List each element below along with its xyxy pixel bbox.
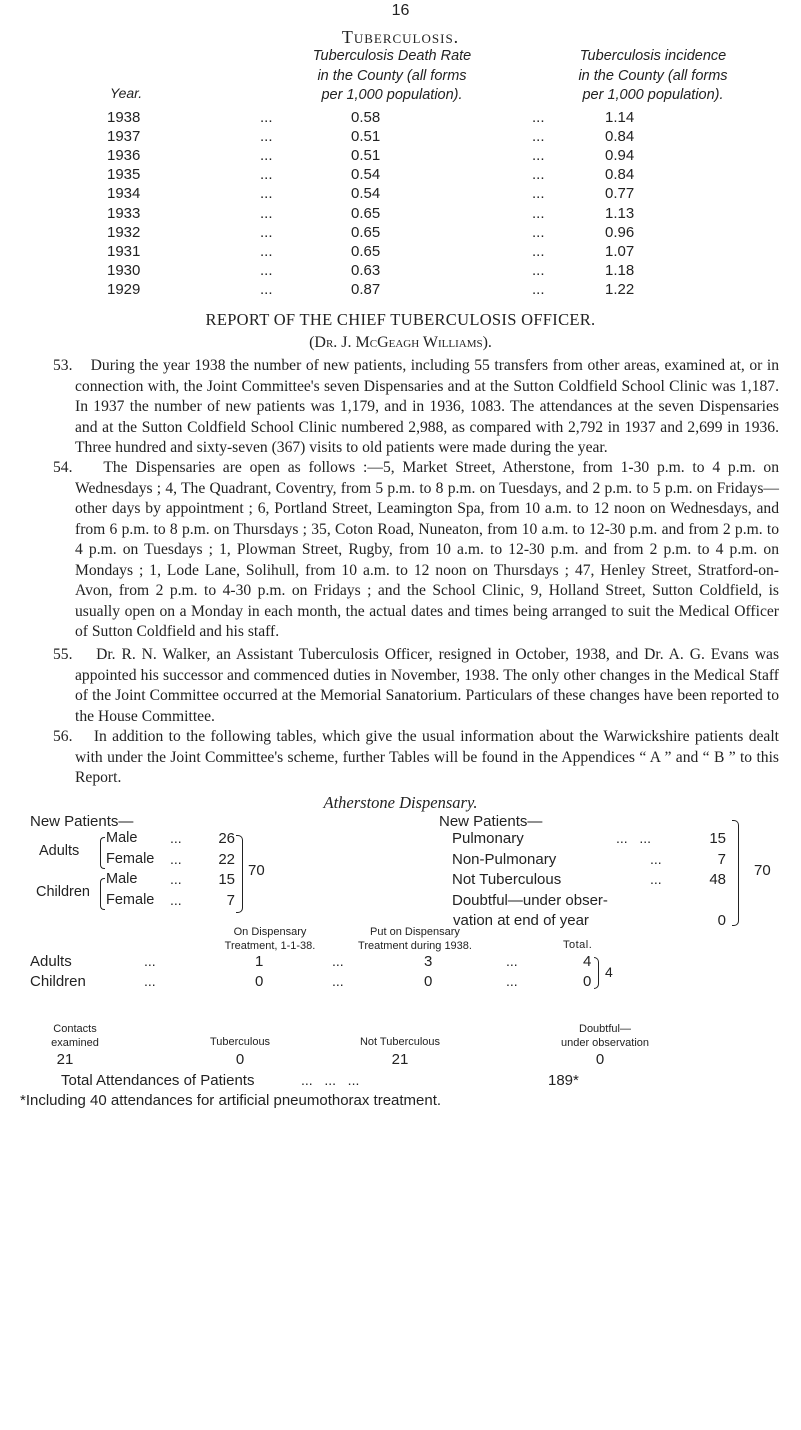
treatment-header-on: On Dispensary Treatment, 1-1-38. (224, 926, 316, 952)
incidence-cell: 1.18 (605, 261, 635, 279)
incidence-cell: 0.77 (605, 185, 635, 203)
page-number: 16 (391, 2, 410, 19)
death-rate-cell: 0.87 (351, 280, 381, 298)
year-cell: 1935 (107, 166, 141, 184)
new-patient-category: Non-Pulmonary (452, 851, 557, 868)
footnote: *Including 40 attendances for artificial pneumothorax treatment. (20, 1092, 442, 1109)
contacts-header-doubtful: Doubtful— under observation (560, 1023, 650, 1049)
death-rate-cell: 0.63 (351, 261, 381, 279)
treatment-header-total: Total. (563, 939, 593, 951)
paragraph-56 (53, 727, 779, 789)
section-title: Tuberculosis. (341, 27, 460, 47)
adults-bracket (100, 837, 105, 869)
treatment-brace (594, 957, 599, 989)
new-patient-count: 0 (717, 912, 726, 929)
paragraph-54 (53, 458, 779, 643)
dots: ... (260, 261, 273, 279)
dots: ... (260, 223, 273, 241)
dots: ... (260, 280, 273, 298)
year-cell: 1932 (107, 223, 141, 241)
contacts-header-not-tuberculous: Not Tuberculous (359, 1036, 441, 1048)
year-cell: 1929 (107, 280, 141, 298)
children-bracket (100, 878, 105, 910)
dots: ... (260, 128, 273, 146)
new-patient-category: Doubtful—under obser- (452, 892, 608, 909)
new-patient-category: Not Tuberculous (452, 871, 562, 888)
treatment-children-put: 0 (424, 973, 433, 990)
dots: ... (532, 166, 545, 184)
new-patient-count: 7 (717, 851, 726, 868)
new-patients-right-label: New Patients— (439, 813, 543, 830)
children-male-label: Male (106, 871, 138, 887)
attendances-label: Total Attendances of Patients (61, 1072, 255, 1089)
incidence-cell: 1.07 (605, 242, 635, 260)
dots: ... (260, 185, 273, 203)
contacts-header-examined: Contacts examined (51, 1023, 99, 1049)
dots: ... (532, 185, 545, 203)
dots: ... (532, 204, 545, 222)
report-author: (Dr. J. McGeagh Williams). (309, 334, 492, 351)
paragraph-number: 53. (53, 357, 73, 374)
contacts-examined-value: 21 (56, 1051, 74, 1068)
death-rate-cell: 0.54 (351, 166, 381, 184)
left-brace (236, 835, 243, 913)
adults-label: Adults (39, 843, 80, 859)
dispensary-title: Atherstone Dispensary. (323, 793, 478, 812)
new-patient-count: 48 (709, 871, 726, 888)
dots: ... (532, 109, 545, 126)
treatment-adults-label: Adults (30, 953, 72, 970)
contacts-not-tuberculous-value: 21 (391, 1051, 409, 1068)
children-label: Children (36, 884, 90, 900)
treatment-children-on: 0 (255, 973, 264, 990)
contacts-tuberculous-value: 0 (235, 1051, 245, 1068)
paragraph-number: 54. (53, 459, 73, 476)
adults-female-label: Female (106, 851, 155, 867)
new-patient-category: Pulmonary (452, 830, 524, 847)
treatment-children-label: Children (30, 973, 86, 990)
incidence-cell: 1.22 (605, 280, 635, 298)
children-female-value: 7 (226, 892, 235, 909)
year-header: Year. (110, 85, 143, 101)
children-male-value: 15 (218, 871, 235, 888)
treatment-adults-on: 1 (255, 953, 264, 970)
dots: ... (260, 147, 273, 165)
paragraph-text: During the year 1938 the number of new patients, including 55 transfers from other areas, examined at, or in connection with, the Joint Committee's seven Dispensaries and at the Sutton Coldfield School Clinic was 1,187. In 1937 the number of new patients was 1,179, and in 1936, 1083. The attendances at the seven Dispensaries and at the Sutton Coldfield School Clinic numbered 2,988, as compared with 2,792 in 1937 and 2,699 in 1936. Three hundred and sixty-seven (367) visits to old patients were made during the year. (75, 357, 779, 456)
dots: ... (260, 204, 273, 222)
paragraph-55 (53, 645, 779, 727)
paragraph-53 (53, 356, 779, 459)
adults-female-value: 22 (218, 851, 235, 868)
treatment-children-total: 0 (583, 973, 592, 990)
dots: ... (532, 147, 545, 165)
incidence-header: Tuberculosis incidence in the County (all forms per 1,000 population). (578, 48, 728, 103)
incidence-cell: 0.96 (605, 223, 635, 241)
year-cell: 1931 (107, 242, 141, 260)
paragraph-number: 55. (53, 646, 73, 663)
dots: ... (260, 242, 273, 260)
dots: ... (532, 261, 545, 279)
contacts-header-tuberculous: Tuberculous (209, 1036, 271, 1048)
death-rate-cell: 0.65 (351, 204, 381, 222)
dots: ... (532, 242, 545, 260)
incidence-cell: 0.94 (605, 147, 635, 165)
treatment-grand-total: 4 (605, 964, 613, 980)
contacts-doubtful-value: 0 (595, 1051, 605, 1068)
paragraph-text: In addition to the following tables, which give the usual information about the Warwickshire patients dealt with under the Joint Committee's scheme, further Tables will be found in the Appendices “ A ” and “ B ” to this Report. (75, 728, 780, 786)
new-patient-category: vation at end of year (453, 912, 589, 929)
dots: ... (532, 280, 545, 298)
incidence-cell: 0.84 (605, 166, 635, 184)
death-rate-cell: 0.51 (351, 147, 381, 165)
dots: ... (260, 109, 273, 126)
attendances-value: 189* (548, 1072, 579, 1089)
treatment-adults-total: 4 (583, 953, 592, 970)
death-rate-cell: 0.51 (351, 128, 381, 146)
dots: ... (532, 128, 545, 146)
adults-male-label: Male (106, 830, 138, 846)
new-patients-left-label: New Patients— (30, 813, 134, 830)
year-cell: 1934 (107, 185, 141, 203)
incidence-cell: 0.84 (605, 128, 635, 146)
table-row (0, 281, 801, 303)
year-cell: 1930 (107, 261, 141, 279)
incidence-cell: 1.14 (605, 109, 635, 126)
left-total: 70 (248, 862, 265, 879)
death-rate-cell: 0.65 (351, 242, 381, 260)
year-cell: 1937 (107, 128, 141, 146)
right-total: 70 (754, 862, 771, 879)
death-rate-header: Tuberculosis Death Rate in the County (all forms per 1,000 population). (312, 48, 472, 103)
death-rate-cell: 0.65 (351, 223, 381, 241)
paragraph-number: 56. (53, 728, 73, 745)
report-title: REPORT OF THE CHIEF TUBERCULOSIS OFFICER. (205, 310, 596, 329)
paragraph-text: Dr. R. N. Walker, an Assistant Tuberculosis Officer, resigned in October, 1938, and Dr. A. G. Evans was appointed his successor and commenced duties in November, 1938. The only other changes in the Medical Staff of the Joint Committee occurred at the Memorial Sanatorium. Particulars of these changes have been reported to the House Committee. (75, 646, 780, 725)
year-cell: 1938 (107, 109, 141, 126)
year-cell: 1933 (107, 204, 141, 222)
new-patient-count: 15 (709, 830, 726, 847)
adults-male-value: 26 (218, 830, 235, 847)
treatment-header-put: Put on Dispensary Treatment during 1938. (358, 926, 472, 952)
incidence-cell: 1.13 (605, 204, 635, 222)
paragraph-text: The Dispensaries are open as follows :—5, Market Street, Atherstone, from 1-30 p.m. to 4 p.m. on Wednesdays ; 4, The Quadrant, Coventry, from 5 p.m. to 8 p.m. on Tuesdays, and 2 p.m. to 5 p.m. on Fridays—other days by appointment ; 6, Portland Street, Leamington Spa, from 10 a.m. to 12 noon on Wednesdays, and from 6 p.m. to 8 p.m. on Thursdays ; 35, Coton Road, Nuneaton, from 10 a.m. to 12-30 p.m. and from 2 p.m. to 4 p.m. on Tuesdays ; 1, Plowman Street, Rugby, from 10 a.m. to 12-30 p.m. and from 2 p.m. to 4 p.m. on Mondays ; 1, Lode Lane, Solihull, from 10 a.m. to 12 noon on Thursdays ; 47, Henley Street, Stratford-on-Avon, from 2 p.m. to 4-30 p.m. on Fridays ; and the School Clinic, 9, Holland Street, Sutton Coldfield, is usually open on a Monday in each month, the actual dates and times being arranged to suit the Medical Officer of Sutton Coldfield and his staff. (75, 459, 780, 640)
dots: ... (532, 223, 545, 241)
right-brace (732, 820, 739, 926)
dots: ... (260, 166, 273, 184)
death-rate-cell: 0.54 (351, 185, 381, 203)
treatment-adults-put: 3 (424, 953, 433, 970)
death-rate-cell: 0.58 (351, 109, 381, 126)
year-cell: 1936 (107, 147, 141, 165)
children-female-label: Female (106, 892, 155, 908)
